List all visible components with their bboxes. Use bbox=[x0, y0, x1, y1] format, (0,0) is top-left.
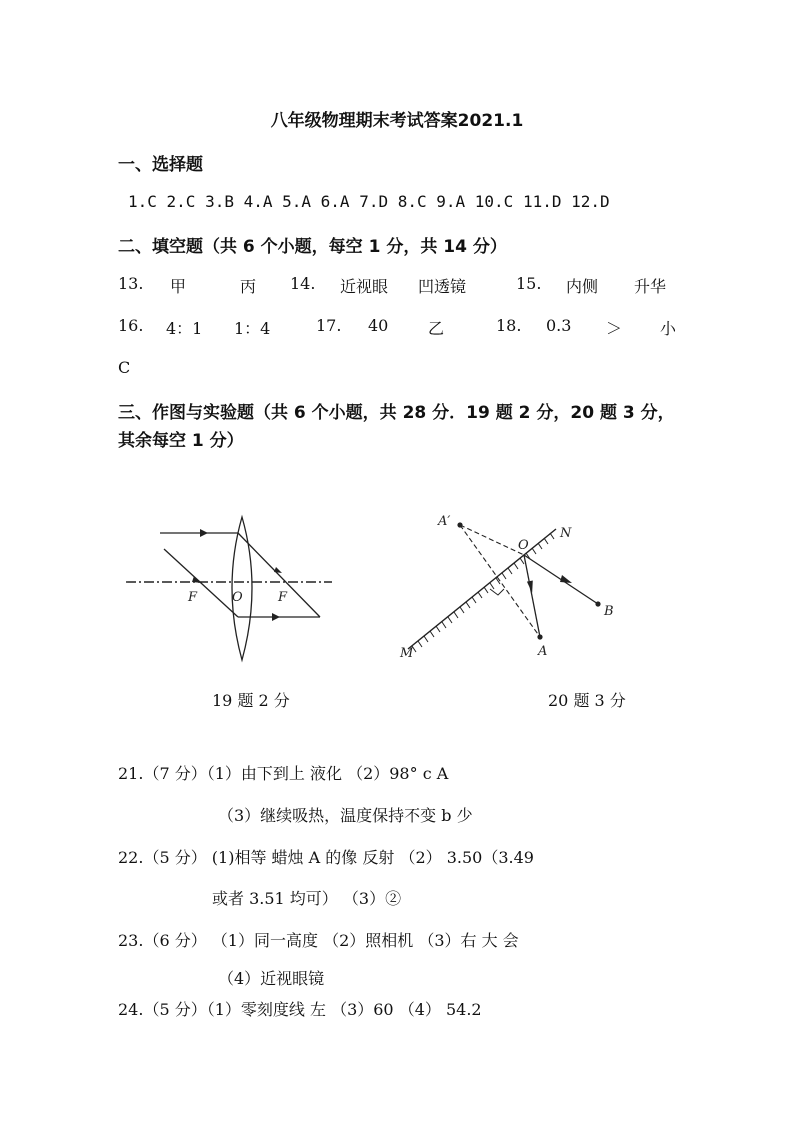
fig19-label-f-left: F bbox=[188, 590, 198, 605]
fig20-label-o: O bbox=[518, 538, 529, 553]
document-title: 八年级物理期末考试答案2021.1 bbox=[270, 111, 524, 131]
fig20-label-a-prime: A′ bbox=[438, 514, 451, 529]
q22-line-2: 或者 3.51 均可） （3）② bbox=[212, 889, 402, 908]
fig20-label-n: N bbox=[560, 526, 572, 541]
q15-number: 15. bbox=[516, 274, 542, 293]
q21-line-1: 21.（7 分）（1）由下到上 液化 （2）98° c A bbox=[118, 764, 449, 783]
fig19-label-f-right: F bbox=[278, 590, 288, 605]
fig20-label-a: A bbox=[538, 644, 548, 659]
q22-line-1: 22.（5 分） (1)相等 蜡烛 A 的像 反射 （2） 3.50（3.49 bbox=[118, 848, 534, 867]
q15-answer-1: 内侧 bbox=[566, 277, 599, 296]
q17-number: 17. bbox=[316, 316, 342, 335]
q13-answer-2: 丙 bbox=[240, 277, 257, 296]
q13-answer-1: 甲 bbox=[170, 277, 187, 296]
q16-number: 16. bbox=[118, 316, 144, 335]
section-3-heading-line-2: 其余每空 1 分） bbox=[118, 431, 244, 451]
q17-answer-2: 乙 bbox=[428, 319, 445, 338]
section-1-heading: 一、选择题 bbox=[118, 155, 203, 175]
q24-line-1: 24.（5 分）（1）零刻度线 左 （3）60 （4） 54.2 bbox=[118, 1000, 482, 1019]
fig19-label-o: O bbox=[232, 590, 243, 605]
q14-answer-2: 凹透镜 bbox=[418, 277, 467, 296]
q13-number: 13. bbox=[118, 274, 144, 293]
q18-answer-2: ＞ bbox=[606, 319, 623, 338]
q14-number: 14. bbox=[290, 274, 316, 293]
q21-line-2: （3）继续吸热，温度保持不变 b 少 bbox=[218, 806, 473, 825]
figure-20-caption: 20 题 3 分 bbox=[548, 691, 626, 710]
q18-number: 18. bbox=[496, 316, 522, 335]
section-3-heading-line-1: 三、作图与实验题（共 6 个小题，共 28 分．19 题 2 分，20 题 3 分， bbox=[118, 403, 675, 423]
q18-answer-4: C bbox=[118, 358, 131, 377]
q18-answer-3: 小 bbox=[660, 319, 677, 338]
q15-answer-2: 升华 bbox=[634, 277, 667, 296]
fig20-label-m: M bbox=[400, 646, 414, 661]
figure-20-mirror-diagram bbox=[392, 505, 622, 665]
q23-line-1: 23.（6 分） （1）同一高度 （2）照相机 （3）右 大 会 bbox=[118, 931, 519, 950]
q14-answer-1: 近视眼 bbox=[340, 277, 389, 296]
section-2-heading: 二、填空题（共 6 个小题，每空 1 分，共 14 分） bbox=[118, 237, 507, 257]
q17-answer-1: 40 bbox=[368, 316, 389, 335]
figure-19-caption: 19 题 2 分 bbox=[212, 691, 290, 710]
choice-answers: 1.C 2.C 3.B 4.A 5.A 6.A 7.D 8.C 9.A 10.C 11.D 12.D bbox=[128, 192, 610, 211]
q18-answer-1: 0.3 bbox=[546, 316, 572, 335]
figure-19-lens-diagram bbox=[120, 505, 335, 665]
q16-answer-2: 1：4 bbox=[234, 319, 271, 338]
fig20-label-b: B bbox=[604, 604, 614, 619]
q16-answer-1: 4：1 bbox=[166, 319, 203, 338]
q23-line-2: （4）近视眼镜 bbox=[218, 969, 325, 988]
